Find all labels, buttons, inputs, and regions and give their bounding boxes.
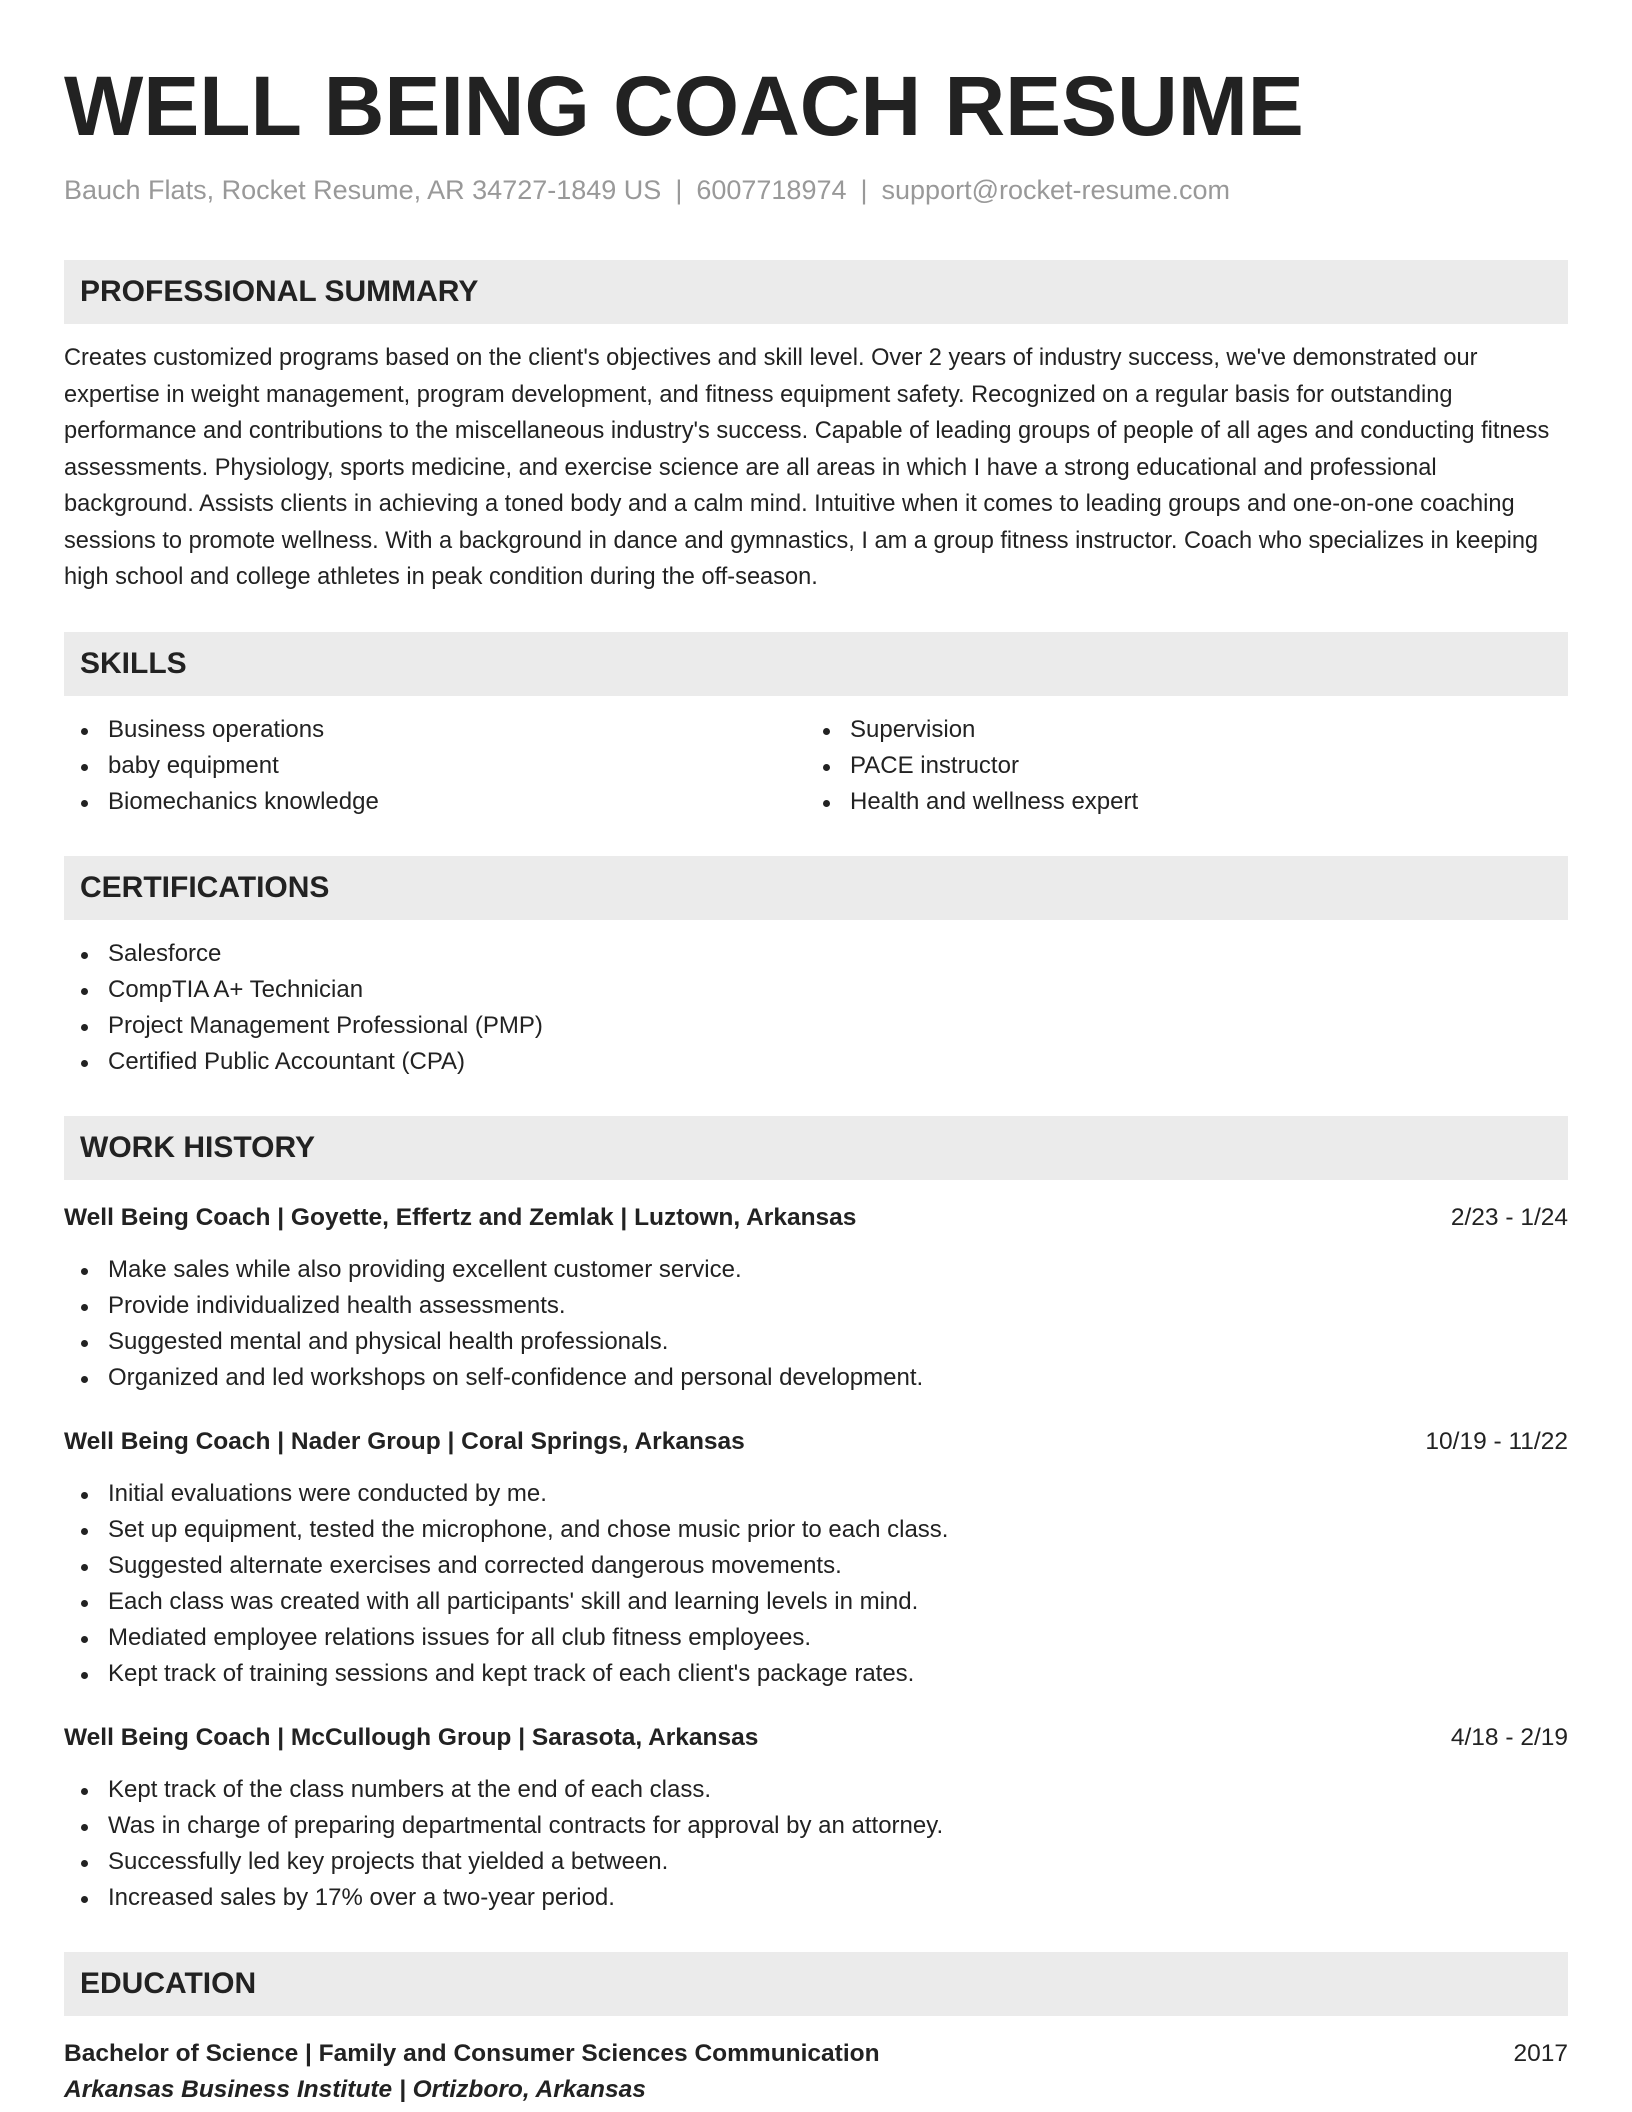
job-bullets [64, 1772, 1568, 1916]
section-header-education: EDUCATION [64, 1952, 1568, 2016]
job-dates: 2/23 - 1/24 [1450, 1203, 1568, 1231]
list-item: Was in charge of preparing departmental contracts for approval by an attorney. [64, 1808, 1568, 1844]
list-item: Each class was created with all participants' skill and learning levels in mind. [64, 1584, 1568, 1620]
resume-title: WELL BEING COACH RESUME [64, 59, 1304, 153]
job-title: Well Being Coach | McCullough Group | Sarasota, Arkansas [64, 1723, 759, 1751]
certifications-list [64, 936, 1568, 1080]
list-item: Health and wellness expert [806, 784, 1548, 820]
contact-address: Bauch Flats, Rocket Resume, AR 34727-1849 US [64, 175, 662, 205]
list-item: Initial evaluations were conducted by me. [64, 1476, 1568, 1512]
job-dates: 10/19 - 11/22 [1425, 1427, 1568, 1455]
skills-left-list [64, 712, 806, 820]
list-item: Provide individualized health assessments. [64, 1288, 1568, 1324]
list-item: Suggested mental and physical health professionals. [64, 1324, 1568, 1360]
list-item: Suggested alternate exercises and corrected dangerous movements. [64, 1548, 1568, 1584]
list-item: PACE instructor [806, 748, 1548, 784]
list-item: Project Management Professional (PMP) [64, 1008, 1568, 1044]
contact-separator: | [860, 175, 868, 205]
list-item: Mediated employee relations issues for all club fitness employees. [64, 1620, 1568, 1656]
list-item: baby equipment [64, 748, 806, 784]
education-degree: Bachelor of Science | Family and Consumer Sciences Communication [64, 2039, 880, 2067]
section-header-skills: SKILLS [64, 632, 1568, 696]
education-year: 2017 [1513, 2039, 1568, 2067]
job-dates: 4/18 - 2/19 [1450, 1723, 1568, 1751]
job-header [64, 1720, 1568, 1756]
job-bullets [64, 1476, 1568, 1692]
job-title: Well Being Coach | Nader Group | Coral Springs, Arkansas [64, 1427, 745, 1455]
education-school: Arkansas Business Institute | Ortizboro, Arkansas [64, 2075, 646, 2103]
contact-phone: 6007718974 [696, 175, 847, 205]
list-item: CompTIA A+ Technician [64, 972, 1568, 1008]
list-item: Kept track of training sessions and kept track of each client's package rates. [64, 1656, 1568, 1692]
list-item: Biomechanics knowledge [64, 784, 806, 820]
list-item: Salesforce [64, 936, 1568, 972]
list-item: Set up equipment, tested the microphone, and chose music prior to each class. [64, 1512, 1568, 1548]
list-item: Increased sales by 17% over a two-year period. [64, 1880, 1568, 1916]
section-header-summary: PROFESSIONAL SUMMARY [64, 260, 1568, 324]
list-item: Kept track of the class numbers at the end of each class. [64, 1772, 1568, 1808]
contact-email: support@rocket-resume.com [881, 175, 1231, 205]
list-item: Successfully led key projects that yielded a between. [64, 1844, 1568, 1880]
job-title: Well Being Coach | Goyette, Effertz and Zemlak | Luztown, Arkansas [64, 1203, 857, 1231]
list-item: Supervision [806, 712, 1548, 748]
list-item: Certified Public Accountant (CPA) [64, 1044, 1568, 1080]
job-header [64, 1200, 1568, 1236]
job-header [64, 1424, 1568, 1460]
summary-text: Creates customized programs based on the client's objectives and skill level. Over 2 years of industry success, we've demonstrated our expertise in weight management, program development, and fitness equipment safety. Recognized on a regular basis for outstanding performance and contributions to the miscellaneous industry's success. Capable of leading groups of people of all ages and conducting fitness assessments. Physiology, sports medicine, and exercise science are all areas in which I have a strong educational and professional background. Assists clients in achieving a toned body and a calm mind. Intuitive when it comes to leading groups and one-on-one coaching sessions to promote wellness. With a background in dance and gymnastics, I am a group fitness instructor. Coach who specializes in keeping high school and college athletes in peak condition during the off-season. [64, 345, 1550, 590]
job-bullets [64, 1252, 1568, 1396]
contact-line [64, 172, 1568, 208]
list-item: Make sales while also providing excellent customer service. [64, 1252, 1568, 1288]
contact-separator: | [675, 175, 683, 205]
section-header-work-history: WORK HISTORY [64, 1116, 1568, 1180]
skills-grid [64, 696, 1568, 820]
list-item: Business operations [64, 712, 806, 748]
section-header-certifications: CERTIFICATIONS [64, 856, 1568, 920]
list-item: Organized and led workshops on self-confidence and personal development. [64, 1360, 1568, 1396]
skills-right-list [806, 712, 1548, 820]
education-header [64, 2036, 1568, 2072]
